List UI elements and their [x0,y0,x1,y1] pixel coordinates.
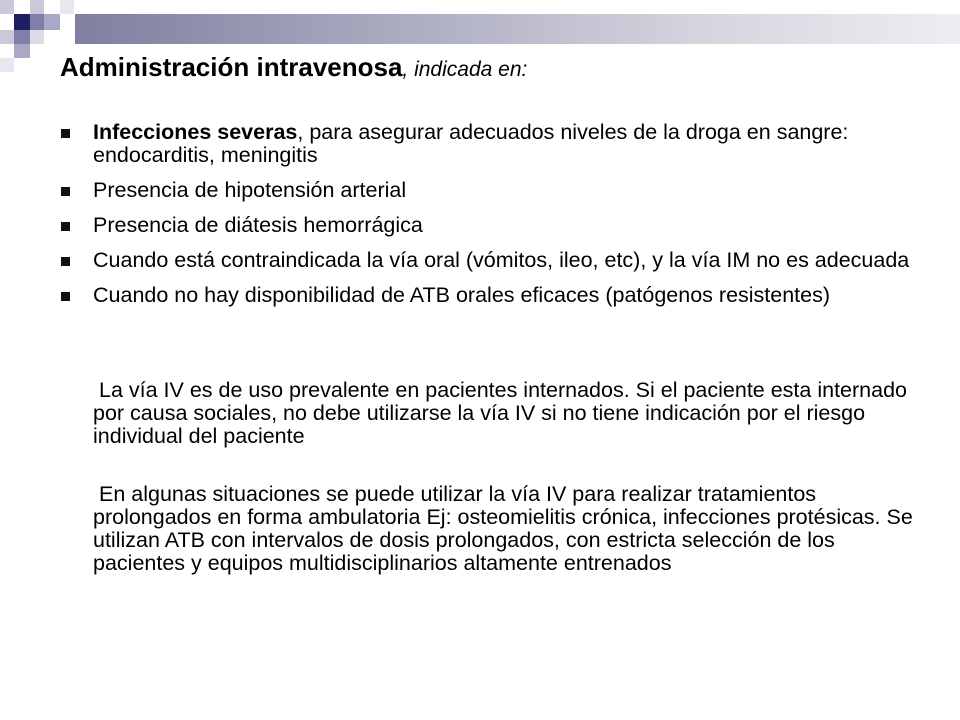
slide-title-rest: , indicada en: [402,58,528,81]
paragraph-iv-outpatients: En algunas situaciones se puede utilizar la vía IV para realizar tratamientos prolongados en forma ambulatoria Ej: osteomielitis crónica, infecciones protésicas. Se utilizan ATB con intervalos de dosis prolongados, con estricta selección de los pacientes y equipos multidisciplinarios altamente entrenados [93,482,913,575]
paragraph-iv-inpatients: La vía IV es de uso prevalente en pacientes internados. Si el paciente esta internado por causa sociales, no debe utilizarse la vía IV si no tiene indicación por el riesgo individual del paciente [93,378,907,448]
decor-square-dark [14,14,30,30]
list-item [60,179,920,202]
list-item [60,214,920,237]
bullet-text: , para asegurar adecuados niveles de la droga en sangre: endocarditis, meningitis [93,120,849,167]
decor-square-light [0,30,14,44]
bullet-text: Cuando no hay disponibilidad de ATB orales eficaces (patógenos resistentes) [93,283,831,307]
list-item [60,249,920,272]
decor-square-light [60,0,74,14]
decor-square-light [0,58,14,72]
bullet-text: Presencia de diátesis hemorrágica [93,213,423,237]
header-gradient-bar [75,14,960,44]
list-item [60,121,920,167]
decor-square-mid [30,14,44,30]
bullet-text: Presencia de hipotensión arterial [93,178,407,202]
bullet-text: Cuando está contraindicada la vía oral (vómitos, ileo, etc), y la vía IM no es adecuada [93,248,910,272]
decor-square-light [0,0,14,14]
decor-square-mid [44,14,60,30]
slide-title [60,50,940,87]
slide-title-strong: Administración intravenosa [60,52,403,82]
list-item [60,284,920,307]
bullet-list [60,121,920,319]
bullet-strong: Infecciones severas [93,120,298,144]
decor-square-mid [14,30,30,44]
decor-square-mid [14,44,30,58]
decor-square-light [30,0,44,14]
decor-square-light [30,30,44,44]
